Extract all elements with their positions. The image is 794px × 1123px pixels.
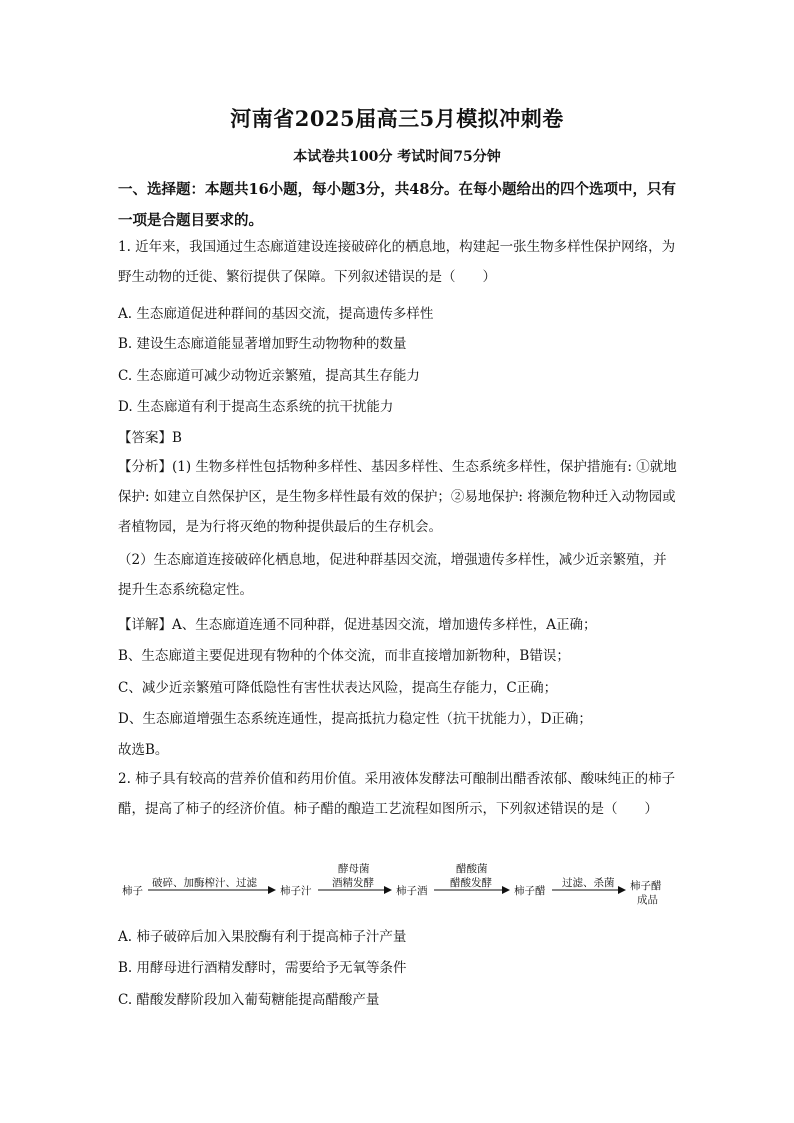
q1-detail-a: 【详解】A、生态廊道连通不同种群，促进基因交流，增加遗传多样性，A正确； [118,617,597,633]
q1-detail-b: B、生态廊道主要促进现有物种的个体交流，而非直接增加新物种，B错误； [118,648,570,664]
exam-info: 本试卷共100分 考试时间75分钟 [293,149,501,165]
process-flow-diagram [118,862,678,912]
flow-step-3-label-top: 醋酸菌 [456,863,488,875]
flow-node-vinegar-product: 柿子醋 [630,880,662,892]
flow-step-4-label: 过滤、杀菌 [562,877,615,889]
flow-step-1-label: 破碎、加酶榨汁、过滤 [152,877,257,889]
q1-option-a: A. 生态廊道促进种群间的基因交流，提高遗传多样性 [118,306,434,322]
flow-step-3-label-bottom: 醋酸发酵 [450,877,492,889]
question-1-stem: 1. 近年来，我国通过生态廊道建设连接破碎化的栖息地，构建起一张生物多样性保护网络，为野生动物的迁徙、繁衍提供了保障。下列叙述错误的是（ ） [118,239,676,285]
flow-svg [118,862,678,912]
q1-analysis-part1: 【分析】(1) 生物多样性包括物种多样性、基因多样性、生态系统多样性，保护措施有: ①就地保护: 如建立自然保护区，是生物多样性最有效的保护；②易地保护: 将濒危物种迁入动物园或者植物园，是为行将灭绝的物种提供最后的生存机会。 [118,459,677,535]
flow-node-wine: 柿子酒 [396,885,428,897]
flow-node-persimmon: 柿子 [122,885,143,897]
q2-option-a: A. 柿子破碎后加入果胶酶有利于提高柿子汁产量 [118,929,407,945]
question-2-stem: 2. 柿子具有较高的营养价值和药用价值。采用液体发酵法可酿制出醋香浓郁、酸味纯正的柿子醋，提高了柿子的经济价值。柿子醋的酿造工艺流程如图所示，下列叙述错误的是（ ） [118,771,676,817]
q1-option-b: B. 建设生态廊道能显著增加野生动物物种的数量 [118,336,407,352]
q1-analysis-part2: （2）生态廊道连接破碎化栖息地，促进种群基因交流，增强遗传多样性，减少近亲繁殖，并提升生态系统稳定性。 [118,552,667,598]
q2-option-c: C. 醋酸发酵阶段加入葡萄糖能提高醋酸产量 [118,992,380,1008]
q1-detail-c: C、减少近亲繁殖可降低隐性有害性状表达风险，提高生存能力，C正确； [118,680,558,696]
q1-option-c: C. 生态廊道可减少动物近亲繁殖，提高其生存能力 [118,368,420,384]
flow-node-vinegar: 柿子醋 [514,885,546,897]
flow-step-2-label-top: 酵母菌 [338,863,370,875]
flow-step-2-label-bottom: 酒精发酵 [332,877,374,889]
flow-node-product-label: 成品 [637,894,658,906]
flow-node-juice: 柿子汁 [280,885,312,897]
q2-option-b: B. 用酵母进行酒精发酵时，需要给予无氧等条件 [118,960,407,976]
section-heading: 一、选择题：本题共16小题，每小题3分，共48分。在每小题给出的四个选项中，只有一项是合题目要求的。 [118,181,676,229]
q1-option-d: D. 生态廊道有利于提高生态系统的抗干扰能力 [118,399,394,415]
q1-conclusion: 故选B。 [118,742,169,758]
page-title: 河南省2025届高三5月模拟冲刺卷 [230,106,564,131]
q1-detail-d: D、生态廊道增强生态系统连通性，提高抵抗力稳定性（抗干扰能力），D正确； [118,711,592,727]
q1-answer: 【答案】B [118,430,182,446]
